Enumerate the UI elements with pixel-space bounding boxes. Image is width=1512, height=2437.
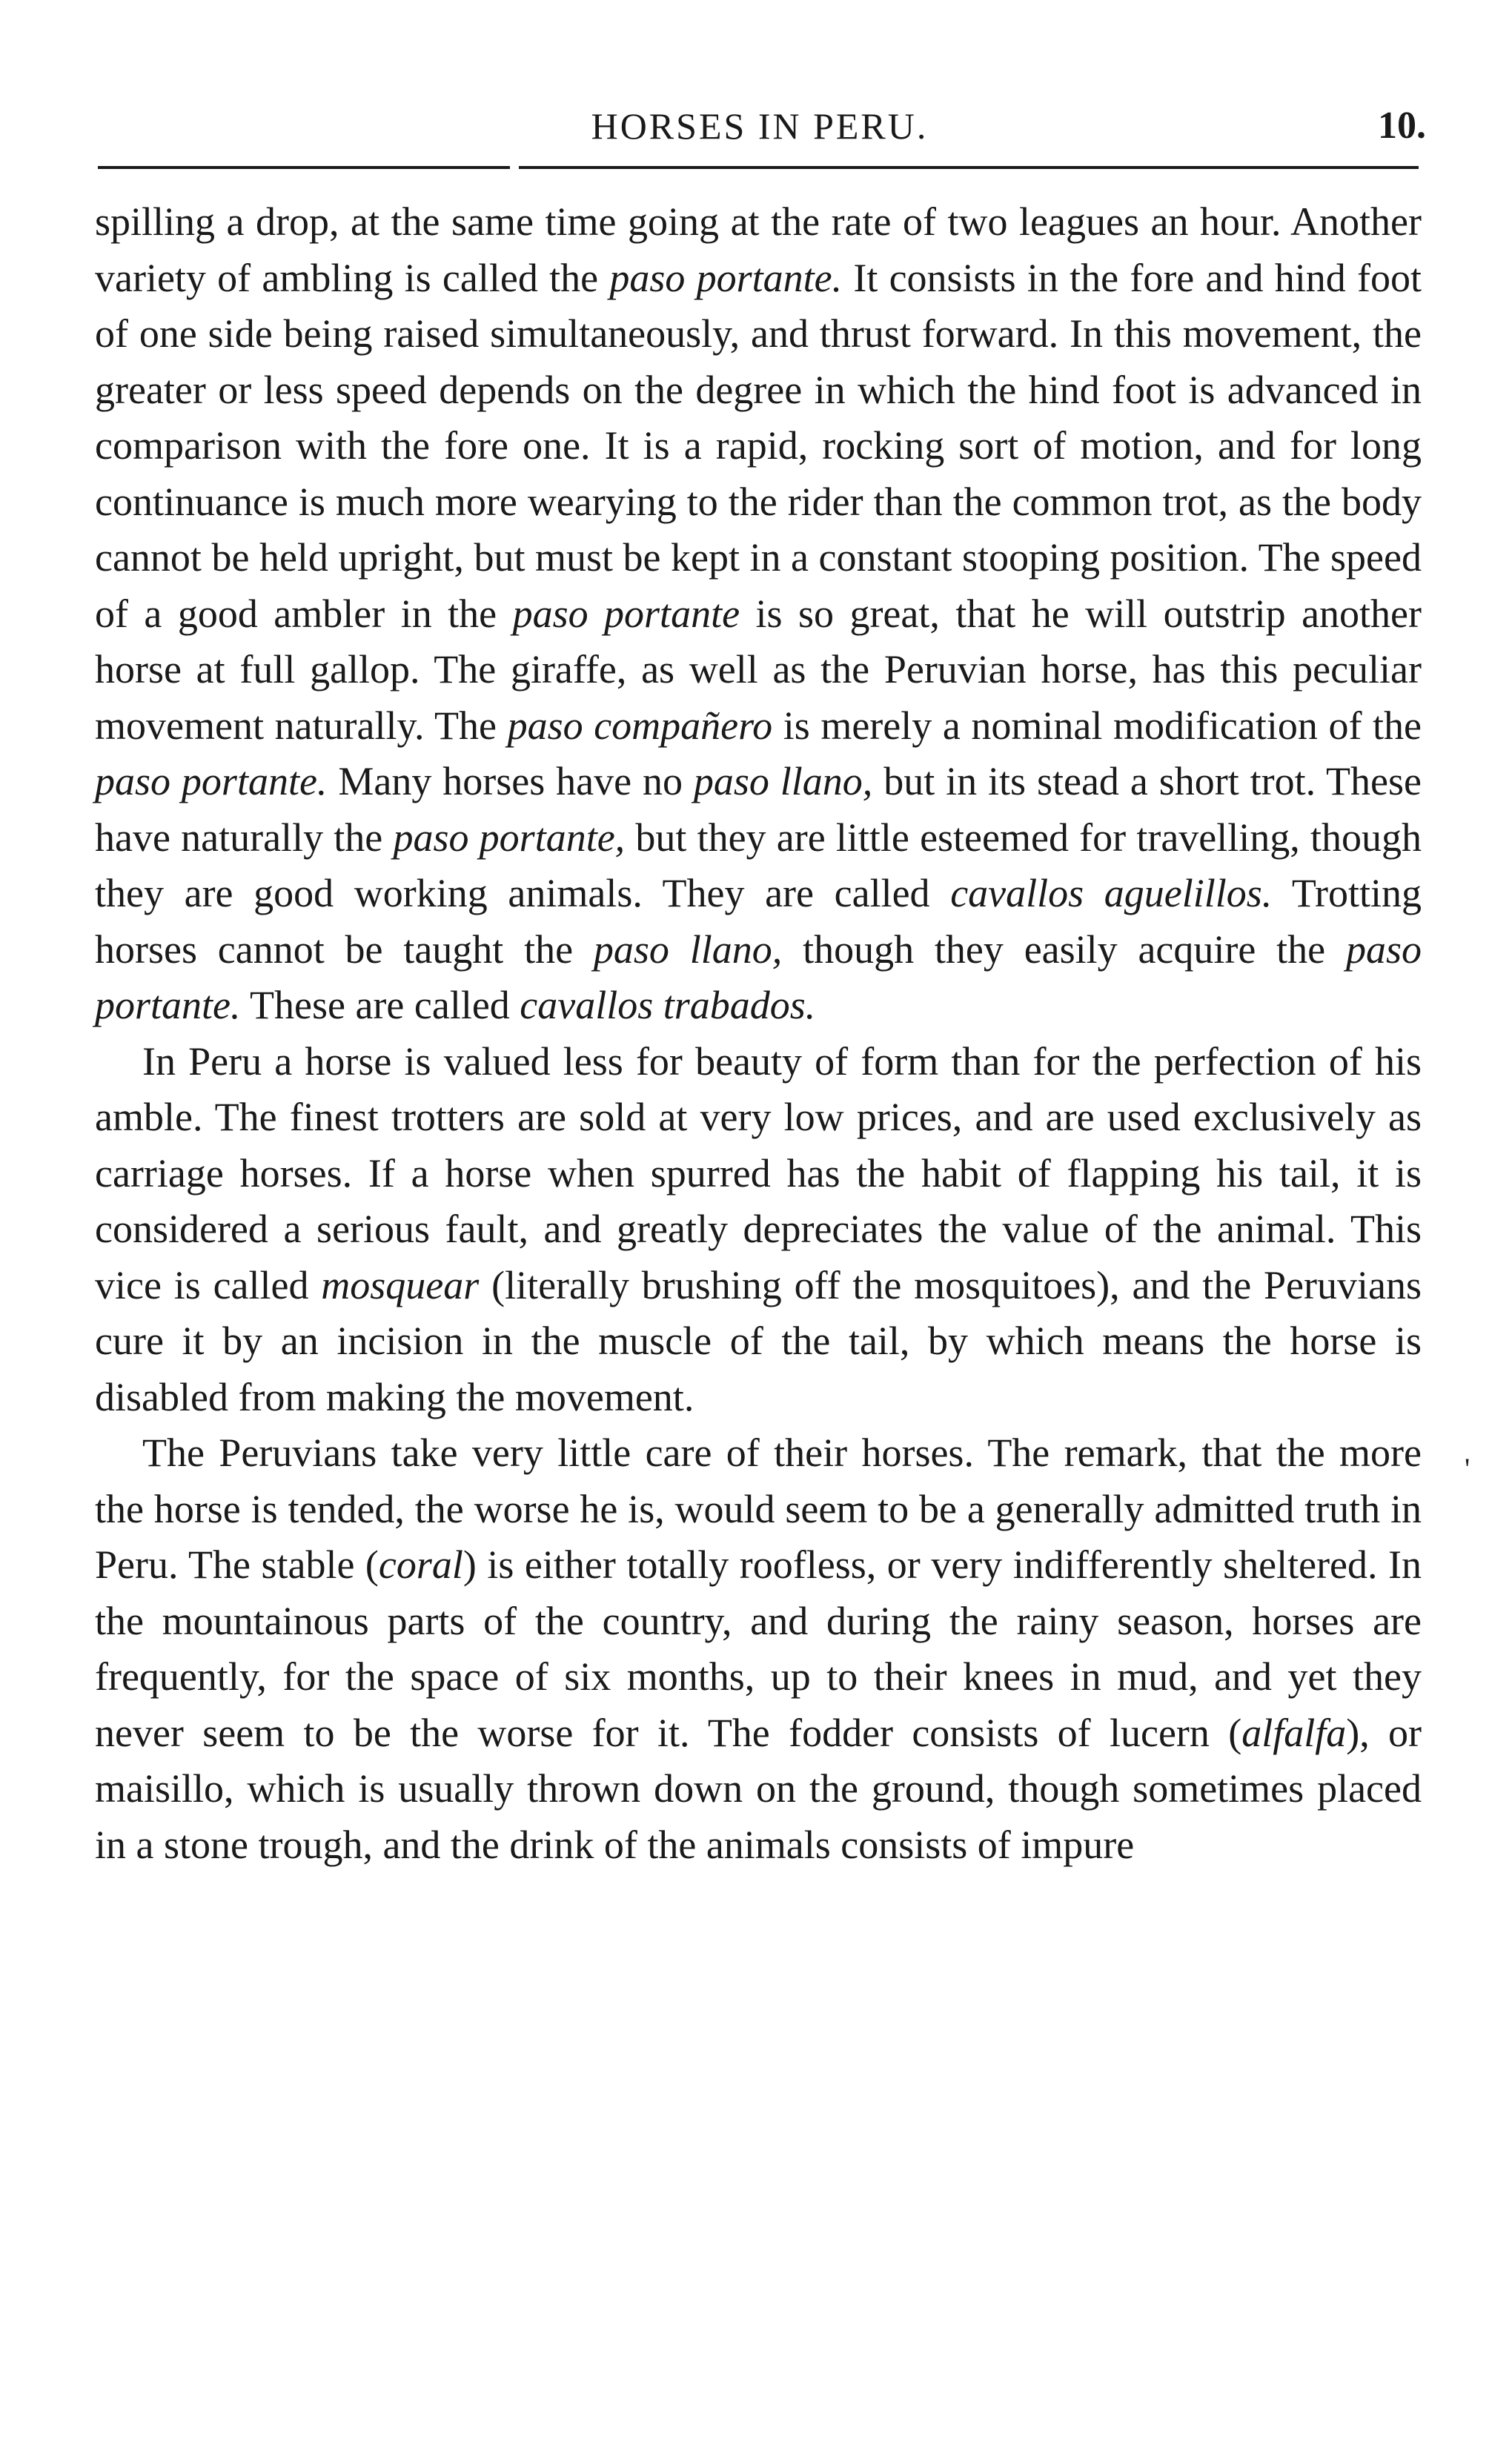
margin-mark: ' bbox=[1465, 1452, 1470, 1485]
running-title: HORSES IN PERU. bbox=[591, 105, 929, 147]
italic-term: paso portante. bbox=[609, 255, 843, 300]
page-number: 10. bbox=[1378, 105, 1426, 147]
paragraph bbox=[95, 1425, 1422, 1873]
text-run: It consists in the fore and hind foot of one side being raised simultaneously, and thrust forward. In this movement, the greater or less speed depends on the degree in which the hind foot is advanced in comparison with the fore one. It is a rapid, rocking sort of motion, and for long continuance is much more wearying to the rider than the common trot, as the body cannot be held upright, but must be kept in a constant stooping position. The speed of a good ambler in the bbox=[95, 255, 1422, 636]
italic-term: paso llano, bbox=[693, 759, 873, 803]
italic-term: paso portante. bbox=[95, 926, 1422, 1027]
italic-term: paso portante, bbox=[393, 815, 626, 860]
text-run: (literally brushing off the mosquitoes), and the Peruvians cure it by an incision in the muscle of the tail, by which means the horse is disabled from making the movement. bbox=[95, 1262, 1422, 1419]
text-run: spilling a drop, at the same time going at the rate of two leagues an hour. Another variety of ambling is called the bbox=[95, 199, 1422, 300]
italic-term: cavallos aguelillos. bbox=[950, 871, 1273, 915]
text-run: Many horses have no bbox=[327, 759, 694, 803]
italic-term: mosquear bbox=[321, 1262, 480, 1307]
italic-term: coral bbox=[378, 1542, 463, 1587]
header-rule-right bbox=[519, 166, 1419, 169]
text-run: The Peruvians take very little care of their horses. The remark, that the more the horse is tended, the worse he is, would seem to be a generally admitted truth in Peru. The stable ( bbox=[95, 1430, 1422, 1587]
text-run: is so great, that he will outstrip another horse at full gallop. The giraffe, as well as the Peruvian horse, has this peculiar movement naturally. The bbox=[95, 591, 1422, 748]
text-run: ) is either totally roofless, or very indifferently sheltered. In the mountainous parts of the country, and during the rainy season, horses are frequently, for the space of six months, up to their knees in mud, and yet they never seem to be the worse for it. The fodder consists of lucern ( bbox=[95, 1542, 1422, 1755]
italic-term: paso llano, bbox=[593, 926, 783, 972]
italic-term: paso compañero bbox=[507, 703, 773, 748]
text-run: but in its stead a short trot. These have naturally the bbox=[95, 759, 1422, 860]
text-run: These are called bbox=[240, 983, 520, 1027]
text-run: Trotting horses cannot be taught the bbox=[95, 871, 1422, 972]
text-run: though they easily acquire the bbox=[782, 926, 1346, 972]
text-run: In Peru a horse is valued less for beauty of form than for the perfection of his amble. The finest trotters are sold at very low prices, and are used exclusively as carriage horses. If a horse when spurred has the habit of flapping his tail, it is considered a serious fault, and greatly depreciates the value of the animal. This vice is called bbox=[95, 1038, 1422, 1307]
italic-term: alfalfa bbox=[1241, 1710, 1347, 1755]
body-text bbox=[95, 194, 1422, 1873]
header-rule-left bbox=[98, 166, 510, 169]
paragraph bbox=[95, 1034, 1422, 1426]
text-run: ), or maisillo, which is usually thrown down on the ground, though sometimes placed in a stone trough, and the drink of the animals consists of impure bbox=[95, 1710, 1422, 1867]
italic-term: cavallos trabados. bbox=[520, 983, 816, 1027]
text-run: is merely a nominal modification of the bbox=[772, 703, 1422, 748]
running-head bbox=[98, 104, 1426, 156]
text-run: but they are little esteemed for travelling, though they are good working animals. They are called bbox=[95, 815, 1422, 915]
italic-term: paso portante bbox=[512, 591, 740, 636]
paragraph bbox=[95, 194, 1422, 1034]
italic-term: paso portante. bbox=[95, 759, 328, 803]
